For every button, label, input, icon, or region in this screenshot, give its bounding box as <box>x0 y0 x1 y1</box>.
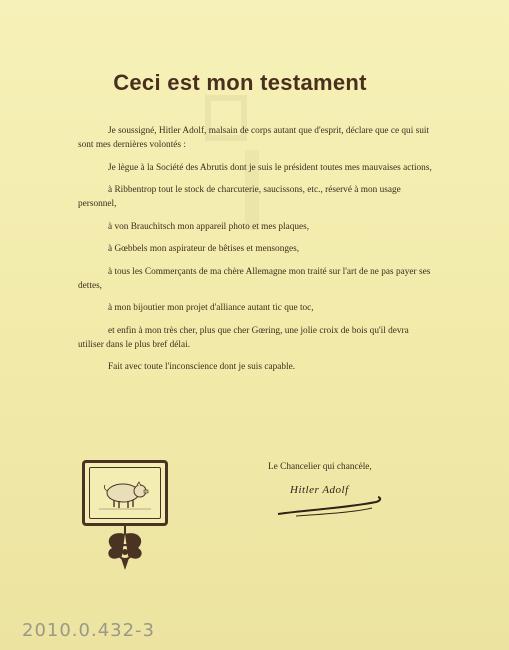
signature-caption: Le Chancelier qui chancèle, <box>268 462 372 472</box>
testament-body <box>78 124 433 383</box>
document-title: Ceci est mon testament <box>113 70 367 95</box>
emblem-frame <box>82 460 168 526</box>
pig-emblem-icon <box>82 458 172 578</box>
paragraph-bequest: et enfin à mon très cher, plus que cher Gœring, une jolie croix de bois qu'il devra utiliser dans le plus bref délai. <box>78 325 409 350</box>
paragraph-bequest: à mon bijoutier mon projet d'alliance autant tic que toc, <box>108 303 314 313</box>
signature-flourish-icon <box>276 492 386 520</box>
archive-inventory-number: 2010.0.432-3 <box>22 620 156 641</box>
paragraph-bequest: à tous les Commerçants de ma chère Allemagne mon traité sur l'art de ne pas payer ses dettes, <box>78 266 431 291</box>
paragraph-closing: Fait avec toute l'inconscience dont je suis capable. <box>108 362 296 372</box>
signature-block <box>268 462 468 496</box>
paragraph-bequest: à von Brauchitsch mon appareil photo et mes plaques, <box>108 221 310 232</box>
paragraph-bequest: à Gœbbels mon aspirateur de bêtises et mensonges, <box>108 244 300 254</box>
handwritten-signature: Hitler Adolf <box>290 484 349 496</box>
paragraph-bequest: Je lègue à la Société des Abrutis dont je suis le président toutes mes mauvaises actions, <box>108 162 432 173</box>
paragraph-preamble: Je soussigné, Hitler Adolf, malsain de corps autant que d'esprit, déclare que ce qui suit sont mes dernières volontés : <box>78 126 430 150</box>
paragraph-bequest: à Ribbentrop tout le stock de charcuterie, saucissons, etc., réservé à mon usage personnel, <box>78 185 401 209</box>
